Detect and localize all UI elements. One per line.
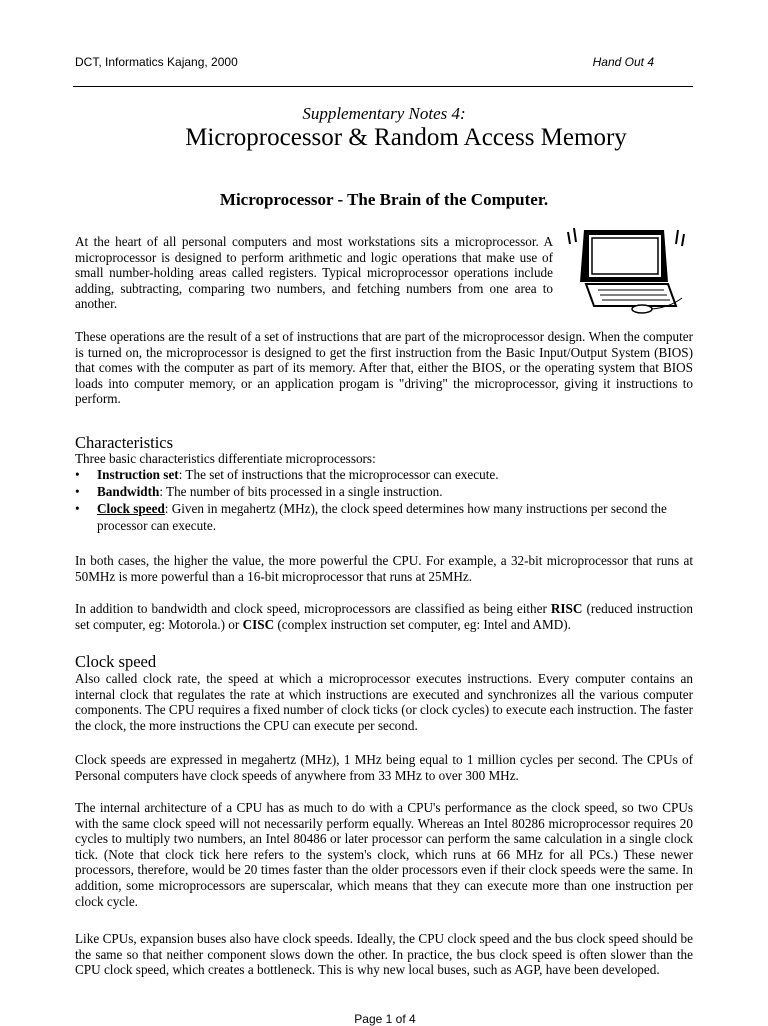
- clock-speed-term: Clock speed: [97, 501, 165, 516]
- bandwidth-term: Bandwidth: [97, 484, 160, 499]
- list-item: • Clock speed: Given in megahertz (MHz), the clock speed determines how many instructions per second the processor can execute.: [75, 501, 667, 533]
- page-title: Microprocessor & Random Access Memory: [185, 124, 627, 151]
- header-right: Hand Out 4: [592, 55, 654, 69]
- characteristics-intro: Three basic characteristics differentiate microprocessors:: [75, 451, 376, 466]
- clock-speed-paragraph-4: Like CPUs, expansion buses also have clock speeds. Ideally, the CPU clock speed and the bus clock speed should be the same so that neither component slows down the other. In practice, the bus clock speed is often slower than the CPU clock speed, which creates a bottleneck. This is why new local buses, such as AGP, have been developed.: [75, 931, 693, 978]
- header-rule: [73, 86, 693, 87]
- operations-paragraph: These operations are the result of a set of instructions that are part of the microprocessor design. When the computer is turned on, the microprocessor is designed to get the first instruction from the Basic Input/Output System (BIOS) that comes with the computer as part of its memory. After that, either the BIOS, or the operating system that BIOS loads into computer memory, or an application progam is "driving" the microprocessor, giving it instructions to perform.: [75, 329, 693, 407]
- risc-term: RISC: [550, 601, 583, 616]
- both-cases-paragraph: In both cases, the higher the value, the more powerful the CPU. For example, a 32-bit microprocessor that runs at 50MHz is more powerful than a 16-bit microprocessor that runs at 25MHz.: [75, 553, 693, 584]
- section-heading: Microprocessor - The Brain of the Computer.: [219, 190, 549, 209]
- list-item: • Instruction set: The set of instructions that the microprocessor can execute.: [75, 467, 499, 482]
- computer-illustration: [564, 224, 692, 314]
- instruction-set-term: Instruction set: [97, 467, 179, 482]
- cisc-term: CISC: [242, 616, 275, 632]
- header-left: DCT, Informatics Kajang, 2000: [75, 55, 238, 69]
- clock-speed-paragraph-2: Clock speeds are expressed in megahertz (MHz), 1 MHz being equal to 1 million cycles per second. The CPUs of Personal computers have clock speeds of anywhere from 33 MHz to over 300 MHz.: [75, 752, 693, 783]
- characteristics-heading: Characteristics: [75, 433, 174, 452]
- clock-speed-heading: Clock speed: [75, 652, 157, 671]
- list-item: • Bandwidth: The number of bits processed in a single instruction.: [75, 484, 443, 499]
- intro-paragraph: At the heart of all personal computers and most workstations sits a microprocessor. A microprocessor is designed to perform arithmetic and logic operations that make use of small number-holding areas called registers. Typical microprocessor operations include adding, subtracting, comparing two numbers, and fetching numbers from one area to another.: [75, 234, 553, 312]
- subtitle: Supplementary Notes 4:: [302, 104, 466, 123]
- clock-speed-paragraph-3: The internal architecture of a CPU has as much to do with a CPU's performance as the clock speed, so two CPUs with the same clock speed will not necessarily perform equally. Whereas an Intel 80286 microprocessor requires 20 cycles to multiply two numbers, an Intel 80486 or later processor can perform the same calculation in a single clock tick. (Note that clock tick here refers to the system's clock, which runs at 66 MHz for all PCs.) These newer processors, therefore, would be 20 times faster than the older processors even if their clock speeds were the same. In addition, some microprocessors are superscalar, which means that they can execute more than one instruction per clock cycle.: [75, 800, 693, 909]
- page-number: Page 1 of 4: [354, 1012, 416, 1026]
- risc-cisc-paragraph: In addition to bandwidth and clock speed, microprocessors are classified as being either RISC (reduced instruction set computer, eg: Motorola.) or CISC (complex instruction set computer, eg: Intel and AMD).: [75, 601, 693, 632]
- clock-speed-paragraph-1: Also called clock rate, the speed at which a microprocessor executes instructions. Every computer contains an internal clock that regulates the rate at which instructions are executed and synchronizes all the various computer components. The CPU requires a fixed number of clock ticks (or clock cycles) to execute each instruction. The faster the clock, the more instructions the CPU can execute per second.: [75, 671, 693, 733]
- characteristics-list: [75, 467, 693, 535]
